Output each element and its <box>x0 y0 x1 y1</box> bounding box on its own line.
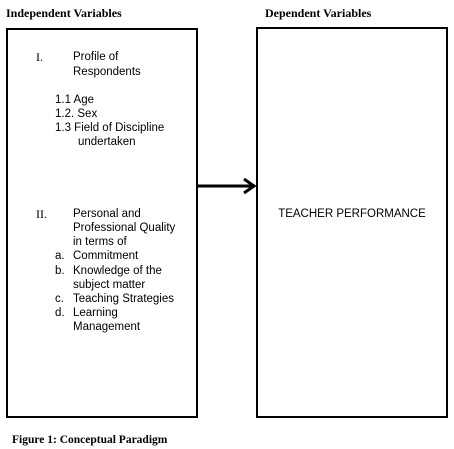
profile-item-field-continued: undertaken <box>78 136 136 148</box>
quality-item-commitment: Commitment <box>73 250 139 262</box>
profile-item-field: 1.3 Field of Discipline <box>55 122 165 134</box>
dependent-variables-heading: Dependent Variables <box>265 6 372 20</box>
section-1-title-line-2: Respondents <box>73 66 141 78</box>
quality-item-d-letter: d. <box>55 307 65 319</box>
quality-item-knowledge: Knowledge of the <box>73 265 162 277</box>
independent-variables-heading: Independent Variables <box>6 6 122 20</box>
quality-item-teaching-strategies: Teaching Strategies <box>73 293 175 305</box>
quality-item-b-letter: b. <box>55 265 65 277</box>
quality-item-a-letter: a. <box>55 250 65 262</box>
quality-item-learning-continued: Management <box>73 321 141 333</box>
quality-item-c-letter: c. <box>55 293 64 305</box>
section-2-title-line-3: in terms of <box>73 236 127 248</box>
profile-item-age: 1.1 Age <box>55 94 95 106</box>
section-2-title-line-1: Personal and <box>73 208 141 220</box>
section-1-title-line-1: Profile of <box>73 51 119 63</box>
section-1-numeral: I. <box>36 50 43 64</box>
section-2-numeral: II. <box>36 207 47 221</box>
profile-item-sex: 1.2. Sex <box>55 108 98 120</box>
teacher-performance-label: TEACHER PERFORMANCE <box>278 208 426 220</box>
quality-item-learning: Learning <box>73 307 118 319</box>
section-2-title-line-2: Professional Quality <box>73 222 176 234</box>
quality-item-knowledge-continued: subject matter <box>73 279 146 291</box>
dependent-variables-box <box>256 27 448 418</box>
figure-caption: Figure 1: Conceptual Paradigm <box>12 434 168 446</box>
